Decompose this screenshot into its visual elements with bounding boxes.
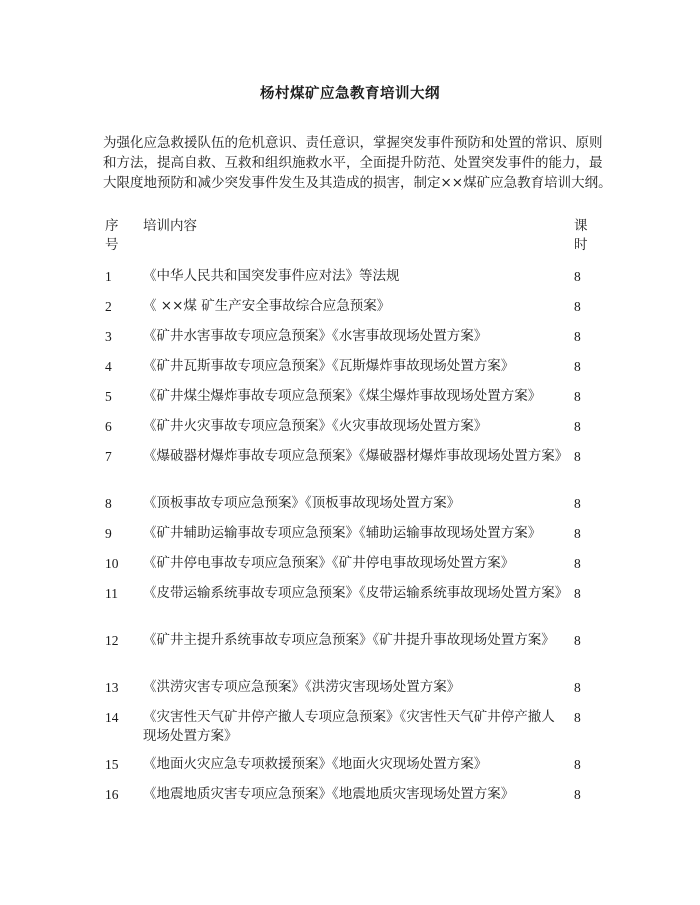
table-row — [103, 631, 613, 678]
row-hours: 8 — [574, 449, 581, 464]
table-row — [103, 447, 613, 494]
row-hours: 8 — [574, 757, 581, 772]
table-row — [103, 785, 613, 815]
table-row — [103, 267, 613, 297]
row-number: 5 — [105, 389, 112, 404]
row-hours: 8 — [574, 329, 581, 344]
row-hours: 8 — [574, 556, 581, 571]
header-hours — [568, 217, 614, 255]
row-content: 《矿井停电事故专项应急预案》《矿井停电事故现场处置方案》 — [143, 555, 515, 571]
row-hours: 8 — [574, 526, 581, 541]
row-number: 2 — [105, 299, 112, 314]
table-row — [103, 417, 613, 447]
row-hours: 8 — [574, 586, 581, 601]
header-content: 培训内容 — [143, 218, 197, 234]
table-row — [103, 678, 613, 708]
table-header-row — [103, 217, 613, 255]
row-content: 《爆破器材爆炸事故专项应急预案》《爆破器材爆炸事故现场处置方案》 — [143, 448, 569, 464]
row-content: 《矿井煤尘爆炸事故专项应急预案》《煤尘爆炸事故现场处置方案》 — [143, 388, 542, 404]
row-hours: 8 — [574, 680, 581, 695]
row-number: 8 — [105, 496, 112, 511]
row-number: 10 — [105, 556, 119, 571]
row-content: 《矿井辅助运输事故专项应急预案》《辅助运输事故现场处置方案》 — [143, 525, 542, 541]
table-row — [103, 755, 613, 785]
header-hours-line1: 课 — [574, 218, 588, 234]
table-row — [103, 357, 613, 387]
table-row — [103, 554, 613, 584]
row-content: 《矿井水害事故专项应急预案》《水害事故现场处置方案》 — [143, 328, 488, 344]
row-content: 《顶板事故专项应急预案》《顶板事故现场处置方案》 — [143, 495, 461, 511]
training-table — [103, 217, 613, 815]
row-content: 《地震地质灾害专项应急预案》《地震地质灾害现场处置方案》 — [143, 786, 515, 802]
row-hours: 8 — [574, 299, 581, 314]
row-content: 《灾害性天气矿井停产撤人专项应急预案》《灾害性天气矿井停产撤人现场处置方案》 — [143, 709, 555, 744]
row-number: 13 — [105, 680, 119, 695]
row-number: 6 — [105, 419, 112, 434]
header-no-line1: 序 — [105, 218, 119, 234]
row-number: 4 — [105, 359, 112, 374]
header-no-line2: 号 — [105, 237, 119, 253]
header-hours-line2: 时 — [574, 237, 588, 253]
table-row — [103, 327, 613, 357]
table-row — [103, 584, 613, 631]
document-title: 杨村煤矿应急教育培训大纲 — [260, 85, 440, 102]
row-number: 11 — [105, 586, 118, 601]
row-hours: 8 — [574, 389, 581, 404]
table-row — [103, 708, 613, 755]
table-row — [103, 297, 613, 327]
row-hours: 8 — [574, 633, 581, 648]
row-hours: 8 — [574, 359, 581, 374]
row-content: 《矿井瓦斯事故专项应急预案》《瓦斯爆炸事故现场处置方案》 — [143, 358, 515, 374]
row-content: 《皮带运输系统事故专项应急预案》《皮带运输系统事故现场处置方案》 — [143, 585, 569, 601]
row-number: 16 — [105, 787, 119, 802]
row-content: 《矿井火灾事故专项应急预案》《火灾事故现场处置方案》 — [143, 418, 488, 434]
row-number: 12 — [105, 633, 119, 648]
row-content: 《 ××煤 矿生产安全事故综合应急预案》 — [143, 298, 391, 314]
row-content: 《矿井主提升系统事故专项应急预案》《矿井提升事故现场处置方案》 — [143, 632, 555, 648]
table-row — [103, 387, 613, 417]
row-number: 15 — [105, 757, 119, 772]
row-hours: 8 — [574, 269, 581, 284]
row-content: 《中华人民共和国突发事件应对法》等法规 — [143, 268, 400, 284]
header-no — [103, 217, 143, 255]
row-number: 1 — [105, 269, 112, 284]
intro-paragraph: 为强化应急救援队伍的危机意识、责任意识，掌握突发事件预防和处置的常识、原则和方法，提高自救、互救和组织施救水平，全面提升防范、处置突发事件的能力，最大限度地预防和减少突发事件发生及其造成的损害，制定××煤矿应急教育培训大纲。 — [103, 135, 612, 191]
row-number: 7 — [105, 449, 112, 464]
row-hours: 8 — [574, 496, 581, 511]
row-content: 《洪涝灾害专项应急预案》《洪涝灾害现场处置方案》 — [143, 679, 461, 695]
row-hours: 8 — [574, 787, 581, 802]
row-hours: 8 — [574, 710, 581, 725]
row-hours: 8 — [574, 419, 581, 434]
table-row — [103, 494, 613, 524]
row-number: 3 — [105, 329, 112, 344]
row-content: 《地面火灾应急专项救援预案》《地面火灾现场处置方案》 — [143, 756, 488, 772]
table-row — [103, 524, 613, 554]
row-number: 14 — [105, 710, 119, 725]
row-number: 9 — [105, 526, 112, 541]
